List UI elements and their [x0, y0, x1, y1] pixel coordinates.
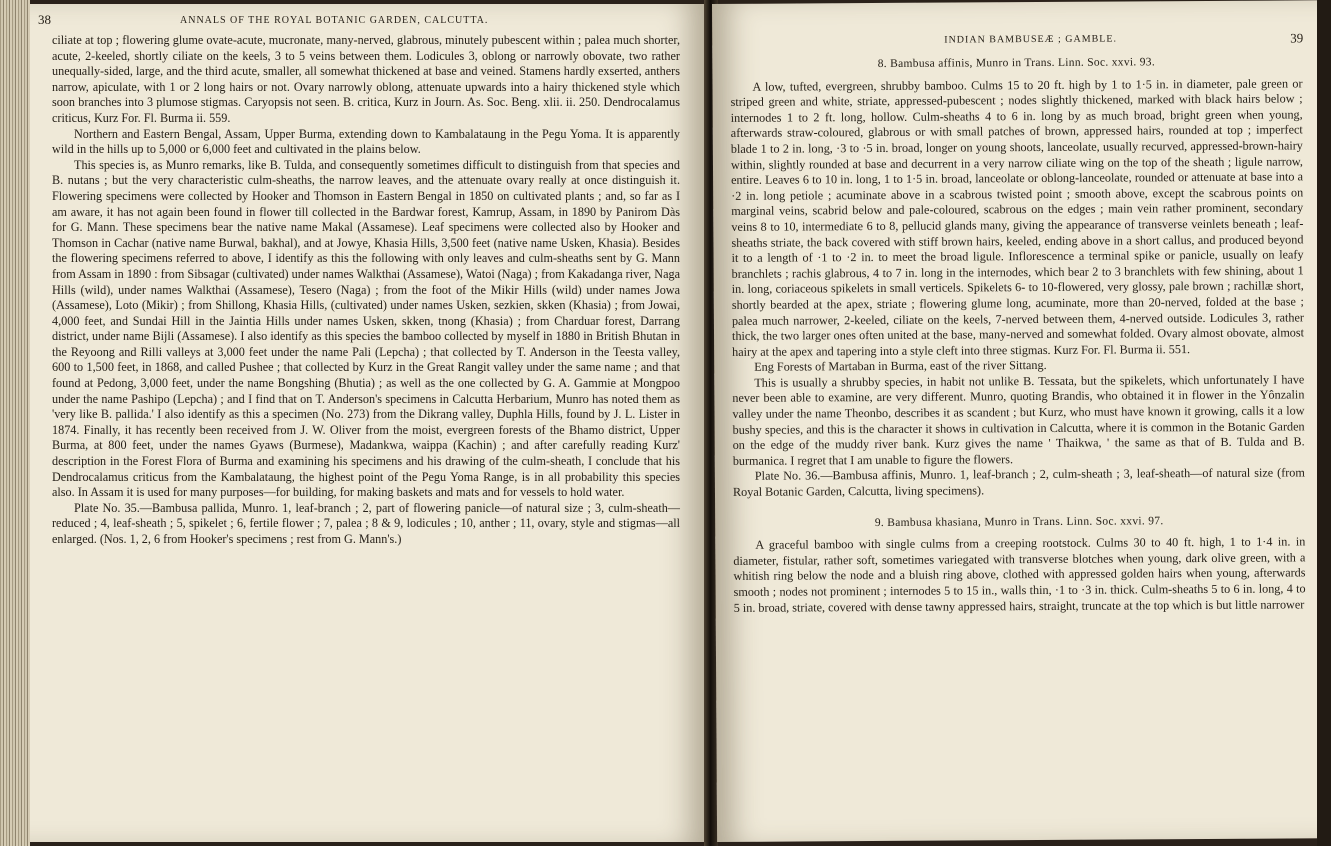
paragraph: This species is, as Munro remarks, like B. Tulda, and consequently sometimes difficult to distinguish from that species and B. nutans ; but the very characteristic culm-sheaths, the narrow leaves, and the attenuate ovary really at once distinguish it. Flowering specimens were collected by Hooker and Thomson in Eastern Bengal in 1850 on cultivated plants ; and, so far as I am aware, it has not again been found in flower till collected in the Bardwar forest, Kamrup, Assam, in 1890 by Panirom Dàs for G. Mann. These specimens bear the native name Makal (Assamese). Leaf specimens were collected also by Hooker and Thomson in Cachar (native name Burwal, bakhal), and at Jowye, Khasia Hills, 3,500 feet (native name Usken, Khasia). Besides the flowering specimens referred to above, I identify as this the following with only leaves and culm-sheaths sent by G. Mann from Assam in 1890 : from Sibsagar (cultivated) under names Walkthai (Assamese), Watoi (Naga) ; from Kakadanga river, Naga Hills (wild), under names Walkthai (Assamese), Tesero (Naga) ; from the foot of the Mikir Hills (wild) under names Jowa (Assamese), Loto (Mikir) ; from Shillong, Khasia Hills, (cultivated) under names Usken, sezkien, skken (Khasia) ; from Jowai, 4,000 feet, and Sundai Hill in the Jaintia Hills under names Usken, skken, tnong (Khasia) ; from Charduar forest, Darrang district, under name Bijli (Assamese). I also identify as this species the bamboo collected by myself in 1880 in British Bhutan in the Reyoong and Rilli valleys at 3,000 feet under the name Pali (Lepcha) ; that collected by T. Anderson in the Teesta valley, 600 to 1,500 feet, in 1868, and called Pushee ; that collected by Kurz in the Great Rangit valley under the same name ; and that found at Pedong, 3,000 feet, under the name Bongshing (Bhutia) ; as well as the one collected by G. A. Gammie at Mongpoo under the name Pashipo (Lepcha) ; and I find that on T. Anderson's specimens in Calcutta Herbarium, Munro has noted them as 'very like B. pallida.' I also identify as this a specimen (No. 273) from the Dikrang valley, Duphla Hills, found by J. L. Lister in 1874. Finally, it has recently been received from J. W. Oliver from the moist, evergreen forests of the Bhamo district, Upper Burma, at 800 feet, under the names Gyaws (Burmese), Madankwa, waippa (Kachin) ; and after carefully reading Kurz' description in the Forest Flora of Burma and examining his specimens and his drawing of the culm-sheath, I conclude that his Dendrocalamus criticus from the Kambalataung, the highest point of the Pegu Yoma Range, is in all probability this species also. In Assam it is used for many purposes—for building, for making baskets and mats and for vessels to hold water. — [52, 157, 680, 500]
page-number: 39 — [1290, 30, 1304, 46]
paragraph: Northern and Eastern Bengal, Assam, Upper Burma, extending down to Kambalataung in the Pegu Yoma. It is apparently wild in the hills up to 5,000 or 6,000 feet and cultivated in the plains below. — [52, 126, 680, 157]
species-heading: 8. Bambusa affinis, Munro in Trans. Linn. Soc. xxvi. 93. — [877, 56, 1156, 70]
paragraph: This is usually a shrubby species, in habit not unlike B. Tessata, but the spikelets, which unfortunately I have never been able to examine, are very different. Munro, quoting Brandis, who obtained it in flower in the Yônzalin valley under the name Theonbo, describes it as scandent ; but Kurz, who must have known it growing, calls it a low bushy species, and this is the character it shows in cultivation in Calcutta, where it is common in the Botanic Garden on the edge of the muddy river bank. Kurz gives the name ' Thaikwa, ' the same as that of B. Tulda and B. burmanica. I regret that I am unable to figure the flowers. — [732, 372, 1305, 468]
page-edge-right — [1317, 0, 1331, 846]
plate-caption: Plate No. 36.—Bambusa affinis, Munro. 1, leaf-branch ; 2, culm-sheath ; 3, leaf-sheath—of natural size (from Royal Botanic Garden, Calcutta, living specimens). — [732, 465, 1305, 499]
page-number: 38 — [38, 12, 51, 27]
left-body — [52, 33, 680, 548]
paragraph: A graceful bamboo with single culms from a creeping rootstock. Culms 30 to 40 ft. high, 1 to 1·4 in. in diameter, fistular, rather soft, sometimes variegated with transverse blotches when young, dark olive green, with a whitish ring below the node and a bluish ring above, clothed with appressed golden hairs when young, afterwards smooth ; nodes not prominent ; internodes 5 to 15 in., walls thin, ·1 to ·3 in. thick. Culm-sheaths 5 to 6 in. long, 4 to 5 in. broad, striate, covered with dense tawny appressed hairs, straight, truncate at the top which is but little narrower — [733, 534, 1306, 615]
paragraph: A low, tufted, evergreen, shrubby bamboo. Culms 15 to 20 ft. high by 1 to 1·5 in. in diameter, pale green or striped green and white, striate, appressed-pubescent ; nodes slightly thickened, marked with black hairs below ; internodes 1 to 2 ft. long, hollow. Culm-sheaths 4 to 6 in. long by as much broad, bright green when young, afterwards straw-coloured, glabrous or with small patches of brown, appressed hairs, rounded at top ; imperfect blade 1 to 2 in. long, ·3 to ·5 in. broad, longer on young shoots, lanceolate, usually recurved, appressed-brown-hairy within, slightly rounded at base and decurrent in a very narrow ciliate wing on the top of the sheath ; ligule narrow, entire. Leaves 6 to 10 in. long, 1 to 1·5 in. broad, lanceolate or oblong-lanceolate, rounded or attenuate at base into a ·2 in. long petiole ; acuminate above in a scabrous twisted point ; smooth above, except the scabrous points on marginal veins, scabrid below and pale-coloured, scabrous on the edges ; main vein rather prominent, secondary veins 8 to 10, intermediate 6 to 8, pellucid glands many, giving the appearance of transverse veinlets beneath ; leaf-sheaths striate, the back covered with stiff brown hairs, keeled, ending above in a short callus, and produced beyond it to a length of ·1 to ·2 in. to meet the broad ligule. Inflorescence a terminal spike or panicle, usually on leafy branchlets ; rachis glabrous, 4 to 7 in. long in the internodes, which bear 2 to 3 branchlets with few shining, about 1 in. long, coriaceous spikelets in small verticels. Spikelets 6- to 10-flowered, very glossy, pale brown ; rachillæ short, shortly bearded at the apex, striate ; flowering glume long, acuminate, more than 20-nerved, folded at the base ; palea much narrower, 2-keeled, ciliate on the keels, 7-nerved between them, 4-nerved outside. Lodicules 3, rather thick, the two larger ones often united at the base, many-nerved and somewhat folded. Ovary almost obovate, almost hairy at the apex and tapering into a style cleft into three stigmas. Kurz For. Fl. Burma ii. 551. — [730, 75, 1305, 359]
page-edges — [0, 0, 30, 846]
running-head: ANNALS OF THE ROYAL BOTANIC GARDEN, CALCUTTA. — [180, 15, 489, 26]
running-head: INDIAN BAMBUSEÆ ; GAMBLE. — [944, 33, 1118, 46]
species-heading: 9. Bambusa khasiana, Munro in Trans. Linn. Soc. xxvi. 97. — [874, 514, 1164, 529]
paragraph: Eng Forests of Martaban in Burma, east of the river Sittang. — [754, 358, 1047, 375]
paragraph: ciliate at top ; flowering glume ovate-acute, mucronate, many-nerved, glabrous, minutely pubescent within ; palea much shorter, acute, 2-keeled, shortly ciliate on the keels, 3 to 5 veins between them. Lodicules 3, oblong or narrowly obovate, two rather unequally-sided, large, and the third acute, smaller, all somewhat thickened at base and veined. Stamens hardly exserted, anthers narrow, apiculate, with 1 or 2 long hairs or not. Ovary narrowly oblong, attenuate upwards into a hairy thickened style which soon branches into 3 plumose stigmas. Caryopsis not seen. B. criticа, Kurz in Journ. As. Soc. Beng. xlii. ii. 250. Dendrocalamus criticus, Kurz For. Fl. Burma ii. 559. — [52, 33, 680, 125]
right-body — [730, 50, 1305, 616]
left-page — [30, 4, 710, 842]
right-page — [712, 0, 1324, 842]
plate-caption: Plate No. 35.—Bambusa pallida, Munro. 1, leaf-branch ; 2, part of flowering panicle—of natural size ; 3, culm-sheath—reduced ; 4, leaf-sheath ; 5, spikelet ; 6, fertile flower ; 7, palea ; 8 & 9, lodicules ; 10, anther ; 11, ovary, style and stigmas—all enlarged. (Nos. 1, 2, 6 from Hooker's specimens ; rest from G. Mann's.) — [52, 500, 680, 546]
